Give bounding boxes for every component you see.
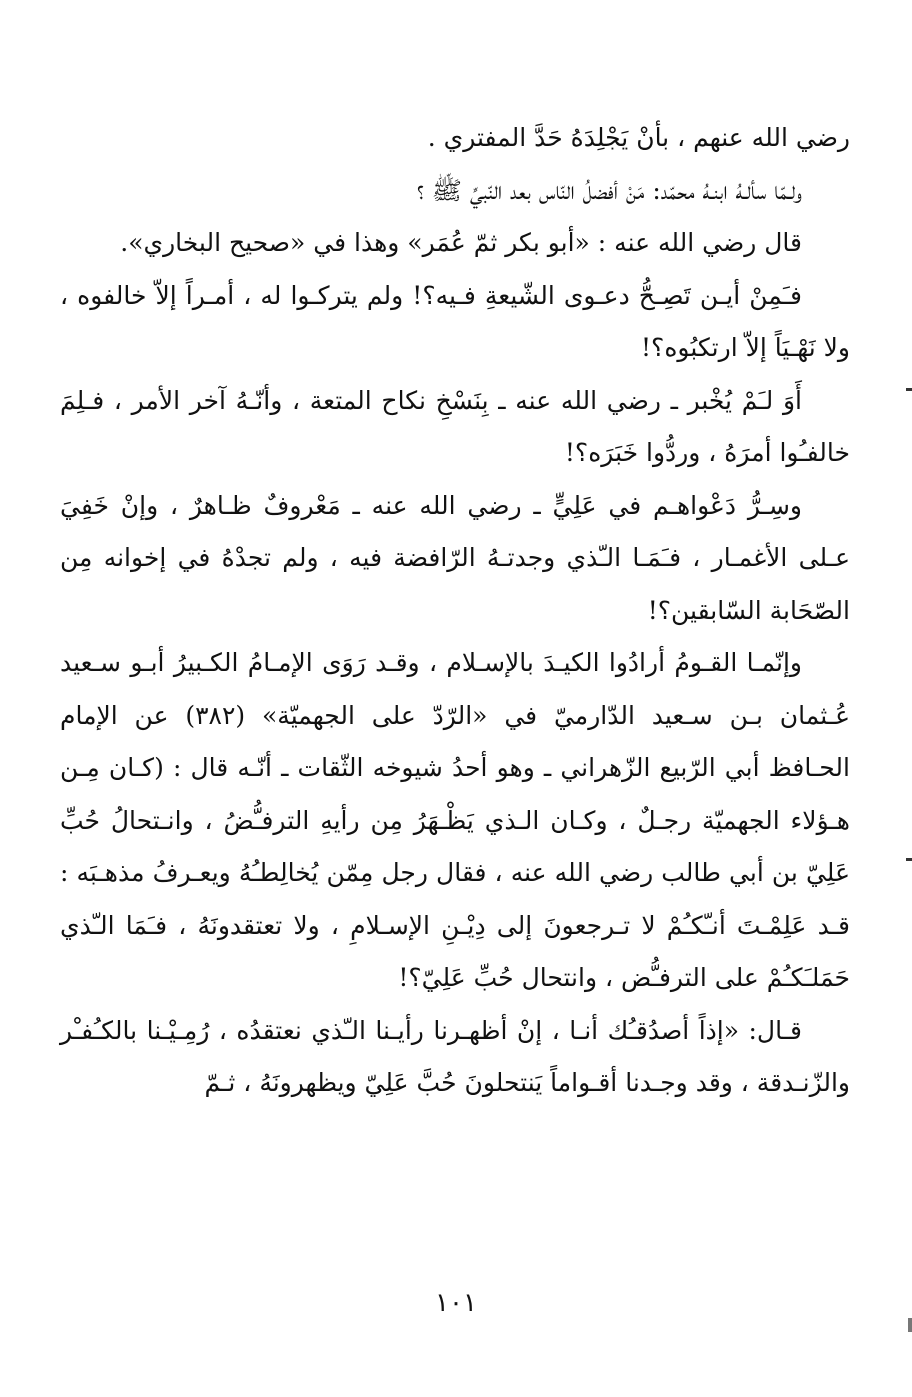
scan-edge-mark <box>908 1318 912 1332</box>
paragraph-narration: وإنّمـا القـومُ أرادُوا الكيـدَ بالإسـلام ، وقـد رَوَى الإمـامُ الكـبيرُ أبـو سـعيد عُـثمان بـن سـعيد الدّارميّ في «الرّدّ على الجهميّة» (٣٨٢) عن الإمام الحـافظ أبي الرّبيع الزّهراني ـ وهو أحدُ شيوخه الثّقات ـ أنّـه قال : (كـان مِـن هـؤلاء الجهميّة رجـلٌ ، وكـان الـذي يَظْـهَرُ مِن رأيهِ الترفـُّضُ ، وانـتحالُ حُبِّ عَلِيّ بن أبي طالب رضي الله عنه ، فقال رجل مِمّن يُخالِطـُهُ ويعـرفُ مذهـبَه : قـد عَلِمْـتَ أنـّكـُمْ لا تـرجعونَ إلى دِيْـنِ الإسـلامِ ، ولا تعتقدونَهُ ، فـَمَا الـّذي حَمَلـَكـُمْ على الترفـُّض ، وانتحال حُبِّ عَلِيّ؟! <box>60 648 850 992</box>
paragraph-answer: قال رضي الله عنه : «أبو بكر ثمّ عُمَر» وهذا في «صحيح البخاري». <box>120 228 802 257</box>
paragraph-question: ولـمّا سألـهُ ابنـهُ محمّد: مَنْ أفضلُ النّاس بعد النّبيِّ ﷺ ؟ <box>416 175 802 205</box>
body-text <box>60 112 850 1110</box>
scan-edge-mark <box>906 858 912 861</box>
paragraph-secret: وسِـرُّ دَعْواهـم في عَلِيٍّ ـ رضي الله عنه ـ مَعْروفٌ ظـاهرٌ ، وإنْ خَفِيَ عـلى الأغمـار ، فـَمَـا الـّذي وجدتـهُ الرّافضة فيه ، ولم تجدْهُ في إخوانه مِن الصّحَابة السّابقين؟! <box>60 490 850 625</box>
page-number: ١٠١ <box>435 1288 477 1318</box>
paragraph-reply: قـال: «إذاً أصدُقـُك أنـا ، إنْ أظهـرنا رأيـنا الـّذي نعتقدُه ، رُمِـيْـنا بالكـُفـْر والزّنـدقة ، وقد وجـدنا أقـواماً يَنتحلونَ حُبَّ عَلِيّ ويظهرونَهُ ، ثـمّ <box>60 1015 850 1097</box>
paragraph-continuation: رضي الله عنهم ، بأنْ يَجْلِدَهُ حَدَّ المفتري . <box>427 123 850 152</box>
paragraph-shia-claim: فـَمِنْ أيـن تَصِـحُّ دعـوى الشّيعةِ فـيه؟! ولم يتركـوا له ، أمـراً إلاّ خالفوه ، ولا نَهْـيَاً إلاّ ارتكبُوه؟! <box>60 280 850 362</box>
scan-edge-mark <box>906 388 912 391</box>
paragraph-mutah: أَوَ لـَمْ يُخْبر ـ رضي الله عنه ـ بِنَسْخِ نكاح المتعة ، وأنّـهُ آخر الأمر ، فـلِمَ خالفـُوا أمرَهُ ، وردُّوا خَبَرَه؟! <box>60 385 850 467</box>
